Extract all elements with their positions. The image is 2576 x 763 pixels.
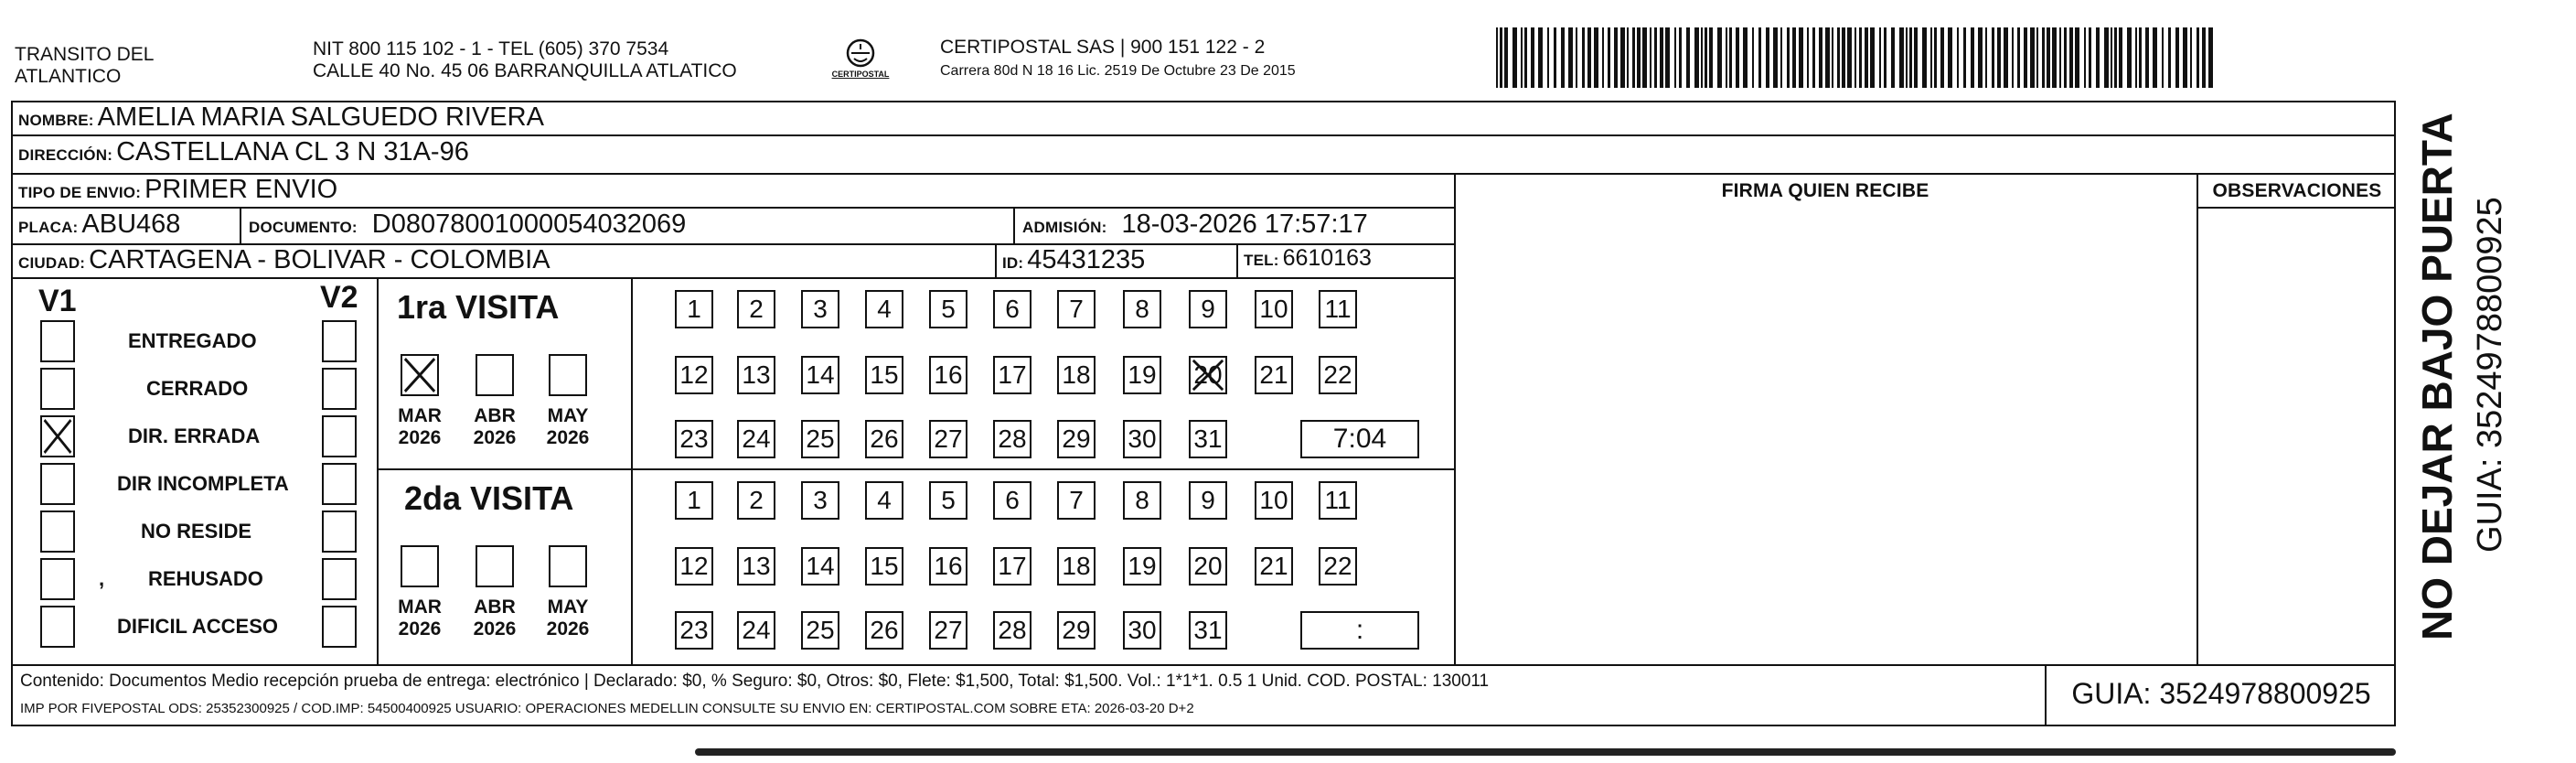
day-number: 1 xyxy=(687,486,701,514)
day-box[interactable] xyxy=(1057,547,1096,586)
v2-checkbox[interactable] xyxy=(322,320,357,362)
day-box[interactable] xyxy=(737,290,775,328)
v2-checkbox[interactable] xyxy=(322,368,357,410)
month-year: 2026 xyxy=(473,618,517,639)
v1-checkbox[interactable] xyxy=(40,415,75,457)
contenido-line: Contenido: Documentos Medio recepción prueba de entrega: electrónico | Declarado: $0, % Seguro: $0, Otros: $0, Flete: $1,500, Total: $1,500. Vol.: 1*1*1. 0.5 1 Unid. COD. POSTAL: 130011 xyxy=(20,672,1490,691)
day-number: 19 xyxy=(1128,552,1157,580)
ciudad-label: CIUDAD: xyxy=(18,254,86,272)
day-box[interactable] xyxy=(1189,547,1227,586)
tipo-envio-row xyxy=(18,175,337,205)
stray-mark: , xyxy=(99,567,105,590)
nit-line: NIT 800 115 102 - 1 - TEL (605) 370 7534 xyxy=(313,38,669,59)
documento-value: D08078001000054032069 xyxy=(371,210,687,239)
day-box[interactable] xyxy=(865,611,903,650)
ciudad-value: CARTAGENA - BOLIVAR - COLOMBIA xyxy=(89,245,550,274)
day-number: 7 xyxy=(1069,486,1084,514)
day-number: 19 xyxy=(1128,360,1157,389)
day-box[interactable] xyxy=(929,290,967,328)
day-box[interactable] xyxy=(1189,290,1227,328)
day-box[interactable] xyxy=(1255,481,1293,520)
row-divider xyxy=(11,207,1456,209)
day-number: 16 xyxy=(934,360,963,389)
month-year: 2026 xyxy=(398,618,442,639)
id-value: 45431235 xyxy=(1027,245,1146,274)
day-box[interactable] xyxy=(1057,481,1096,520)
status-label: DIR. ERRADA xyxy=(128,424,261,447)
month-name: MAY xyxy=(547,405,589,426)
col-divider xyxy=(1013,207,1015,243)
day-box[interactable] xyxy=(1123,356,1161,394)
day-box[interactable] xyxy=(1189,356,1227,394)
tipo-envio-value: PRIMER ENVIO xyxy=(144,175,338,204)
month-label xyxy=(390,405,449,449)
barcode-icon xyxy=(1492,27,2224,88)
day-number: 4 xyxy=(877,486,892,514)
day-box[interactable] xyxy=(929,356,967,394)
month-checkbox[interactable] xyxy=(549,354,587,396)
day-box[interactable] xyxy=(801,356,839,394)
month-checkbox[interactable] xyxy=(476,545,514,587)
status-label: REHUSADO xyxy=(148,567,263,590)
company-name xyxy=(15,44,154,88)
month-label xyxy=(465,596,524,640)
day-number: 26 xyxy=(870,616,899,644)
day-box[interactable] xyxy=(801,611,839,650)
no-dejar-bajo-puerta: NO DEJAR BAJO PUERTA xyxy=(2413,113,2461,640)
month-name: ABR xyxy=(474,596,516,618)
day-number: 21 xyxy=(1259,360,1288,389)
v1-checkbox[interactable] xyxy=(40,463,75,505)
day-number: 23 xyxy=(679,424,709,453)
day-box[interactable] xyxy=(1319,481,1357,520)
month-label xyxy=(390,596,449,640)
documento-field xyxy=(249,210,686,240)
day-box[interactable] xyxy=(865,481,903,520)
day-box[interactable] xyxy=(865,356,903,394)
day-number: 22 xyxy=(1323,552,1352,580)
day-number: 18 xyxy=(1062,360,1091,389)
month-checkbox[interactable] xyxy=(549,545,587,587)
day-box[interactable] xyxy=(1123,290,1161,328)
day-box[interactable] xyxy=(1255,356,1293,394)
day-box[interactable] xyxy=(1189,481,1227,520)
day-box[interactable] xyxy=(737,420,775,458)
day-number: 13 xyxy=(742,552,771,580)
month-name: ABR xyxy=(474,405,516,426)
day-number: 27 xyxy=(934,616,963,644)
day-number: 6 xyxy=(1005,486,1020,514)
day-number: 6 xyxy=(1005,295,1020,323)
day-number: 23 xyxy=(679,616,709,644)
direccion-row xyxy=(18,137,469,167)
day-box[interactable] xyxy=(993,420,1031,458)
day-number: 14 xyxy=(806,552,835,580)
month-name: MAR xyxy=(398,405,442,426)
day-number: 7 xyxy=(1069,295,1084,323)
v1-checkbox[interactable] xyxy=(40,606,75,648)
day-number: 25 xyxy=(806,424,835,453)
id-label: ID: xyxy=(1002,254,1024,272)
day-box[interactable] xyxy=(993,356,1031,394)
day-number: 8 xyxy=(1135,295,1149,323)
row-divider xyxy=(11,664,2396,666)
status-label: ENTREGADO xyxy=(128,329,257,352)
day-number: 17 xyxy=(998,360,1027,389)
day-box[interactable] xyxy=(675,547,713,586)
row-divider xyxy=(2198,207,2396,209)
day-number: 5 xyxy=(941,486,956,514)
day-box[interactable] xyxy=(865,290,903,328)
day-number: 3 xyxy=(813,486,828,514)
row-divider xyxy=(11,134,2396,136)
day-number: 25 xyxy=(806,616,835,644)
day-number: 20 xyxy=(1193,360,1223,389)
day-number: 24 xyxy=(742,616,771,644)
nombre-value: AMELIA MARIA SALGUEDO RIVERA xyxy=(97,102,544,132)
day-number: 22 xyxy=(1323,360,1352,389)
month-year: 2026 xyxy=(398,427,442,448)
day-number: 21 xyxy=(1259,552,1288,580)
day-number: 10 xyxy=(1259,486,1288,514)
day-number: 8 xyxy=(1135,486,1149,514)
row-divider xyxy=(11,277,1456,279)
day-number: 31 xyxy=(1193,424,1223,453)
certipostal-logo xyxy=(828,37,893,82)
col-divider xyxy=(631,277,633,664)
month-label xyxy=(539,405,597,449)
month-checkbox[interactable] xyxy=(401,354,439,396)
imp-line: IMP POR FIVEPOSTAL ODS: 25352300925 / COD.IMP: 54500400925 USUARIO: OPERACIONES MEDELLIN CONSULTE SU ENVIO EN: CERTIPOSTAL.COM SOBRE ETA: 2026-03-20 D+2 xyxy=(20,701,1194,716)
day-number: 24 xyxy=(742,424,771,453)
day-number: 15 xyxy=(870,360,899,389)
barcode xyxy=(1492,27,2224,88)
firma-label: FIRMA QUIEN RECIBE xyxy=(1721,180,1929,201)
placa-label: PLACA: xyxy=(18,219,79,236)
day-number: 10 xyxy=(1259,295,1288,323)
day-box[interactable] xyxy=(675,420,713,458)
day-number: 28 xyxy=(998,424,1027,453)
v2-checkbox[interactable] xyxy=(322,606,357,648)
tel-label: TEL: xyxy=(1244,252,1279,269)
address-line: CALLE 40 No. 45 06 BARRANQUILLA ATLATICO xyxy=(313,60,737,81)
row-divider xyxy=(377,468,1456,470)
day-number: 16 xyxy=(934,552,963,580)
day-number: 12 xyxy=(679,552,709,580)
certipostal-line: CERTIPOSTAL SAS | 900 151 122 - 2 xyxy=(940,37,1266,58)
day-box[interactable] xyxy=(1057,290,1096,328)
day-box[interactable] xyxy=(1123,547,1161,586)
day-box[interactable] xyxy=(675,290,713,328)
day-box[interactable] xyxy=(1189,420,1227,458)
day-number: 11 xyxy=(1324,486,1352,514)
day-number: 2 xyxy=(749,295,764,323)
day-box[interactable] xyxy=(1319,356,1357,394)
day-box[interactable] xyxy=(1319,290,1357,328)
day-box[interactable] xyxy=(993,547,1031,586)
v2-checkbox[interactable] xyxy=(322,558,357,600)
day-box[interactable] xyxy=(993,481,1031,520)
month-year: 2026 xyxy=(546,427,590,448)
day-box[interactable] xyxy=(675,356,713,394)
nombre-label: NOMBRE: xyxy=(18,112,94,129)
day-number: 28 xyxy=(998,616,1027,644)
month-year: 2026 xyxy=(546,618,590,639)
day-box[interactable] xyxy=(675,481,713,520)
day-number: 31 xyxy=(1193,616,1223,644)
visit-title: 1ra VISITA xyxy=(397,288,560,326)
day-number: 15 xyxy=(870,552,899,580)
day-box[interactable] xyxy=(929,547,967,586)
day-box[interactable] xyxy=(929,611,967,650)
col-divider xyxy=(1454,173,1456,664)
day-box[interactable] xyxy=(993,290,1031,328)
col-divider xyxy=(2197,173,2198,664)
license-line: Carrera 80d N 18 16 Lic. 2519 De Octubre 23 De 2015 xyxy=(940,63,1296,79)
company-name-line1: TRANSITO DEL xyxy=(15,44,155,65)
day-number: 14 xyxy=(806,360,835,389)
day-box[interactable] xyxy=(737,481,775,520)
v1-checkbox[interactable] xyxy=(40,510,75,553)
day-number: 4 xyxy=(877,295,892,323)
col-divider xyxy=(377,277,379,664)
day-box[interactable] xyxy=(1123,420,1161,458)
day-box[interactable] xyxy=(993,611,1031,650)
day-box[interactable] xyxy=(929,481,967,520)
day-box[interactable] xyxy=(1123,611,1161,650)
day-box[interactable] xyxy=(1255,290,1293,328)
day-number: 27 xyxy=(934,424,963,453)
v2-header: V2 xyxy=(320,280,358,315)
day-number: 12 xyxy=(679,360,709,389)
guia-box: GUIA: 3524978800925 xyxy=(2071,677,2371,710)
day-box[interactable] xyxy=(1057,611,1096,650)
direccion-value: CASTELLANA CL 3 N 31A-96 xyxy=(116,137,469,167)
v1-checkbox[interactable] xyxy=(40,368,75,410)
day-number: 17 xyxy=(998,552,1027,580)
tel-value: 6610163 xyxy=(1282,245,1372,271)
row-divider xyxy=(11,173,2396,175)
direccion-label: DIRECCIÓN: xyxy=(18,146,113,164)
day-box[interactable] xyxy=(1057,356,1096,394)
day-box[interactable] xyxy=(801,420,839,458)
day-box[interactable] xyxy=(675,611,713,650)
day-box[interactable] xyxy=(737,356,775,394)
day-number: 30 xyxy=(1128,616,1157,644)
month-label xyxy=(539,596,597,640)
tipo-envio-label: TIPO DE ENVIO: xyxy=(18,184,142,201)
status-label: NO RESIDE xyxy=(141,520,252,543)
documento-label: DOCUMENTO: xyxy=(249,219,358,236)
day-box[interactable] xyxy=(801,481,839,520)
day-number: 26 xyxy=(870,424,899,453)
v2-checkbox[interactable] xyxy=(322,510,357,553)
day-box[interactable] xyxy=(1189,611,1227,650)
day-box[interactable] xyxy=(801,290,839,328)
v2-checkbox[interactable] xyxy=(322,463,357,505)
col-divider xyxy=(1236,243,1238,277)
day-number: 18 xyxy=(1062,552,1091,580)
time-box[interactable]: 7:04 xyxy=(1300,420,1419,458)
logo-text: CERTIPOSTAL xyxy=(831,70,890,79)
tel-field xyxy=(1244,245,1372,272)
day-number: 29 xyxy=(1062,424,1091,453)
status-label: DIR INCOMPLETA xyxy=(117,472,289,495)
observaciones-label: OBSERVACIONES xyxy=(2212,180,2382,201)
day-box[interactable] xyxy=(737,611,775,650)
company-name-line2: ATLANTICO xyxy=(15,66,122,87)
month-checkbox[interactable] xyxy=(476,354,514,396)
day-number: 11 xyxy=(1324,295,1352,323)
day-box[interactable] xyxy=(1057,420,1096,458)
day-box[interactable] xyxy=(1123,481,1161,520)
status-label: DIFICIL ACCESO xyxy=(117,615,279,638)
nit-info xyxy=(313,38,737,82)
admision-value: 18-03-2026 17:57:17 xyxy=(1121,210,1368,239)
day-box[interactable] xyxy=(865,420,903,458)
v1-checkbox[interactable] xyxy=(40,320,75,362)
nombre-row xyxy=(18,102,544,133)
day-number: 13 xyxy=(742,360,771,389)
day-number: 30 xyxy=(1128,424,1157,453)
day-number: 2 xyxy=(749,486,764,514)
admision-field xyxy=(1022,210,1368,240)
visit-title: 2da VISITA xyxy=(404,479,574,517)
month-checkbox[interactable] xyxy=(401,545,439,587)
day-number: 1 xyxy=(687,295,701,323)
admision-label: ADMISIÓN: xyxy=(1022,219,1107,236)
day-box[interactable] xyxy=(865,547,903,586)
day-number: 9 xyxy=(1201,486,1215,514)
day-box[interactable] xyxy=(801,547,839,586)
day-number: 5 xyxy=(941,295,956,323)
month-name: MAR xyxy=(398,596,442,618)
month-label xyxy=(465,405,524,449)
id-field xyxy=(1002,245,1145,275)
certipostal-info xyxy=(940,37,1296,81)
day-number: 9 xyxy=(1201,295,1215,323)
month-year: 2026 xyxy=(473,427,517,448)
v1-checkbox[interactable] xyxy=(40,558,75,600)
side-guia: GUIA: 3524978800925 xyxy=(2471,197,2509,553)
col-divider xyxy=(240,207,241,243)
time-box[interactable]: : xyxy=(1300,611,1419,650)
day-box[interactable] xyxy=(929,420,967,458)
v1-header: V1 xyxy=(38,284,77,318)
scan-edge-shadow xyxy=(695,748,2396,756)
day-number: 20 xyxy=(1193,552,1223,580)
v2-checkbox[interactable] xyxy=(322,415,357,457)
placa-value: ABU468 xyxy=(81,210,181,239)
ciudad-field xyxy=(18,245,550,275)
day-number: 3 xyxy=(813,295,828,323)
day-number: 29 xyxy=(1062,616,1091,644)
status-label: CERRADO xyxy=(146,377,249,400)
day-box[interactable] xyxy=(737,547,775,586)
month-name: MAY xyxy=(547,596,589,618)
day-box[interactable] xyxy=(1319,547,1357,586)
placa-field xyxy=(18,210,180,240)
day-box[interactable] xyxy=(1255,547,1293,586)
col-divider xyxy=(995,243,997,277)
